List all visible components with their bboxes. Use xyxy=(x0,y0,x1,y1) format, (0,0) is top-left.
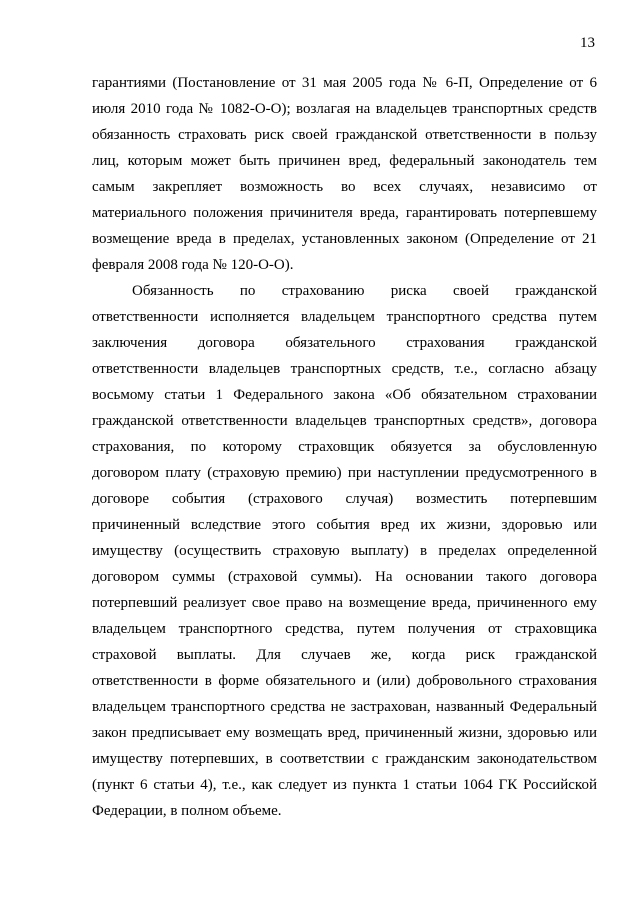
text-line: июля 2010 года № 1082-О-О); возлагая на владельцев транспортных средств xyxy=(92,101,597,117)
text-line: договоре события (страхового случая) возместить потерпевшим xyxy=(92,491,597,507)
text-line: (пункт 6 статьи 4), т.е., как следует из пункта 1 статьи 1064 ГК Российской xyxy=(92,777,597,793)
text-line: ответственности владельцев транспортных средств, т.е., согласно абзацу xyxy=(92,361,597,377)
text-line: ответственности исполняется владельцем транспортного средства путем xyxy=(92,309,597,325)
text-line: заключения договора обязательного страхования гражданской xyxy=(92,335,597,351)
page-number: 13 xyxy=(580,35,595,51)
text-line: причиненный вследствие этого события вред их жизни, здоровью или xyxy=(92,517,597,533)
text-line: договором плату (страховую премию) при наступлении предусмотренного в xyxy=(92,465,597,481)
text-line: страховой выплаты. Для случаев же, когда риск гражданской xyxy=(92,647,597,663)
text-line: имуществу потерпевших, в соответствии с гражданским законодательством xyxy=(92,751,597,767)
text-line: Обязанность по страхованию риска своей гражданской xyxy=(132,283,597,299)
text-line: потерпевший реализует свое право на возмещение вреда, причиненного ему xyxy=(92,595,597,611)
text-line: материального положения причинителя вреда, гарантировать потерпевшему xyxy=(92,205,597,221)
text-line: февраля 2008 года № 120-О-О). xyxy=(92,257,294,273)
text-line: возмещение вреда в пределах, установленных законом (Определение от 21 xyxy=(92,231,597,247)
text-line: лиц, которым может быть причинен вред, федеральный законодатель тем xyxy=(92,153,597,169)
text-line: имуществу (осуществить страховую выплату) в пределах определенной xyxy=(92,543,597,559)
text-line: восьмому статьи 1 Федерального закона «Об обязательном страховании xyxy=(92,387,597,403)
text-line: гражданской ответственности владельцев транспортных средств», договора xyxy=(92,413,597,429)
text-line: ответственности в форме обязательного и (или) добровольного страхования xyxy=(92,673,597,689)
text-line: самым закрепляет возможность во всех случаях, независимо от xyxy=(92,179,597,195)
text-line: договором суммы (страховой суммы). На основании такого договора xyxy=(92,569,597,585)
text-line: закон предписывает ему возмещать вред, причиненный жизни, здоровью или xyxy=(92,725,597,741)
text-line: обязанность страховать риск своей гражданской ответственности в пользу xyxy=(92,127,597,143)
text-line: владельцем транспортного средства не застрахован, названный Федеральный xyxy=(92,699,597,715)
text-line: Федерации, в полном объеме. xyxy=(92,803,282,819)
text-line: владельцем транспортного средства, путем получения от страховщика xyxy=(92,621,597,637)
text-line: гарантиями (Постановление от 31 мая 2005 года № 6-П, Определение от 6 xyxy=(92,75,597,91)
text-line: страхования, по которому страховщик обязуется за обусловленную xyxy=(92,439,597,455)
